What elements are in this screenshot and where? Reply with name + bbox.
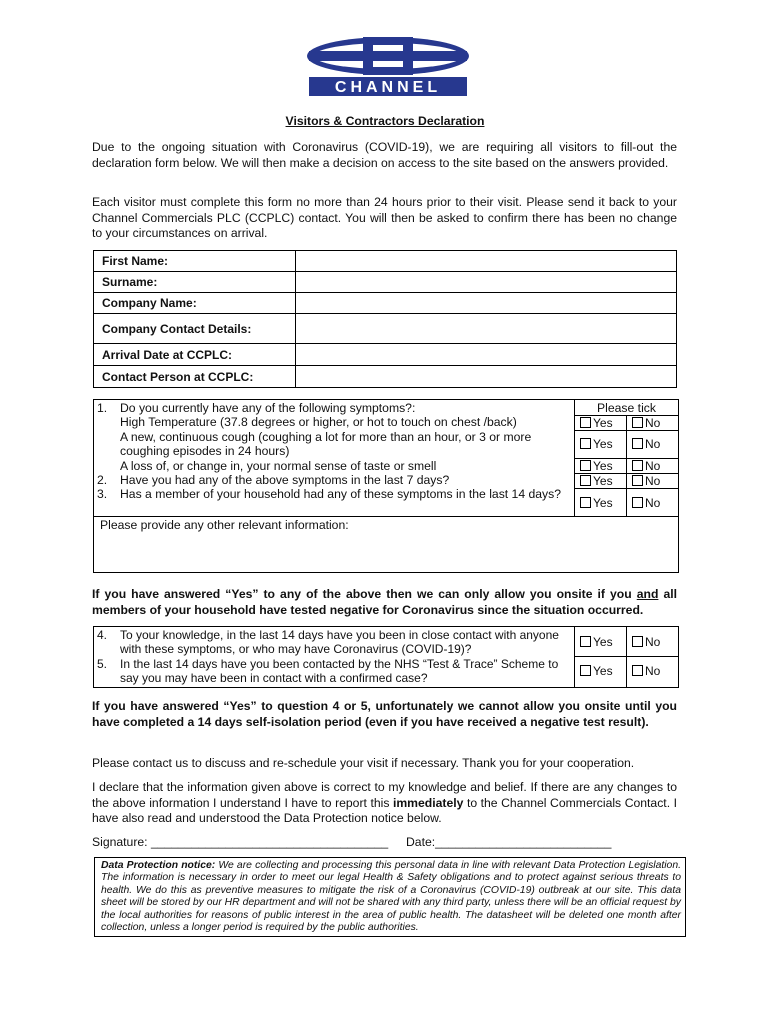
logo-text: CHANNEL (334, 79, 442, 96)
contact-person-label: Contact Person at CCPLC: (94, 366, 296, 388)
intro-paragraph-2: Each visitor must complete this form no more than 24 hours prior to their visit. Please send it back to your Channel Commercials PLC (CCPLC) contact. You will then be asked to confirm there has been no change to your circumstances on arrival. (92, 195, 677, 240)
q1c-no-checkbox[interactable]: No (632, 459, 660, 473)
q2-yes-checkbox[interactable]: Yes (580, 474, 613, 488)
signature-field[interactable]: Signature: ___________________________________ (92, 835, 389, 849)
page-title: Visitors & Contractors Declaration (285, 114, 485, 128)
contact-person-field[interactable] (296, 366, 677, 388)
q2-number: 2. (97, 473, 108, 488)
notice-title: Data Protection notice: (101, 860, 216, 871)
surname-label: Surname: (94, 272, 296, 293)
q5-number: 5. (97, 656, 108, 671)
q4-number: 4. (97, 628, 108, 642)
q1b-text: A new, continuous cough (coughing a lot for more than an hour, or 3 or more coughing episodes in 24 hours) (120, 429, 532, 459)
arrival-date-label: Arrival Date at CCPLC: (94, 344, 296, 366)
data-protection-notice (94, 857, 686, 937)
arrival-date-field[interactable] (296, 344, 677, 366)
company-name-field[interactable] (296, 293, 677, 314)
company-contact-field[interactable] (296, 314, 677, 344)
q5-no-checkbox[interactable]: No (632, 664, 660, 678)
q5-yes-checkbox[interactable]: Yes (580, 664, 613, 678)
contact-table (93, 626, 679, 688)
q1c-yes-checkbox[interactable]: Yes (580, 459, 613, 473)
date-field[interactable]: Date:__________________________ (406, 835, 612, 849)
surname-field[interactable] (296, 272, 677, 293)
q3-number: 3. (97, 487, 108, 502)
other-info-label: Please provide any other relevant information: (100, 518, 349, 532)
q1a-text: High Temperature (37.8 degrees or higher, or hot to touch on chest /back) (120, 415, 517, 430)
row-divider (94, 516, 678, 517)
first-name-field[interactable] (296, 251, 677, 272)
company-contact-label: Company Contact Details: (94, 314, 296, 344)
q1-number: 1. (97, 401, 108, 415)
channel-logo-graphic (305, 36, 471, 98)
q2-text: Have you had any of the above symptoms in the last 7 days? (120, 473, 450, 488)
please-tick-header: Please tick (597, 401, 656, 415)
q1a-yes-checkbox[interactable]: Yes (580, 416, 613, 430)
intro-paragraph-1: Due to the ongoing situation with Coronavirus (COVID-19), we are requiring all visitors to fill-out the declaration form below. We will then make a decision on access to the site based on the answers provided. (92, 140, 677, 170)
q4-text: To your knowledge, in the last 14 days have you been in close contact with anyone with these symptoms, or who may have Coronavirus (COVID-19)? (120, 628, 559, 657)
visitor-details-table (93, 250, 677, 388)
symptoms-table (93, 399, 679, 573)
q3-yes-checkbox[interactable]: Yes (580, 496, 613, 510)
q5-text: In the last 14 days have you been contacted by the NHS “Test & Trace” Scheme to say you may have been in contact with a confirmed case? (120, 656, 559, 686)
channel-logo (305, 36, 471, 98)
q3-no-checkbox[interactable]: No (632, 496, 660, 510)
q2-no-checkbox[interactable]: No (632, 474, 660, 488)
q4-yes-checkbox[interactable]: Yes (580, 635, 613, 649)
first-name-label: First Name: (94, 251, 296, 272)
q1c-text: A loss of, or change in, your normal sense of taste or smell (120, 458, 437, 473)
reschedule-text: Please contact us to discuss and re-schedule your visit if necessary. Thank you for your cooperation. (92, 756, 635, 770)
declaration-text: I declare that the information given above is correct to my knowledge and belief. If there are any changes to the above information I understand I have to report this immediately to the Channel Commercials Contact. I have also read and understood the Data Protection notice below. (92, 780, 678, 825)
q1b-yes-checkbox[interactable]: Yes (580, 437, 613, 451)
company-name-label: Company Name: (94, 293, 296, 314)
warning-household: If you have answered “Yes” to any of the above then we can only allow you onsite if you and all members of your household have tested negative for Coronavirus since the situation occurred. (92, 587, 677, 617)
q3-text: Has a member of your household had any of these symptoms in the last 14 days? (120, 487, 562, 502)
q1b-no-checkbox[interactable]: No (632, 437, 660, 451)
q4-no-checkbox[interactable]: No (632, 635, 660, 649)
notice-body: We are collecting and processing this personal data in line with relevant Data Protection Legislation. The information is necessary in order to meet our legal Health & Safety obligations and to protect against serious threats to health. We do this as preventive measures to mitigate the risk of a Coronavirus (COVID-19) outbreak at our site. This data sheet will be stored by our HR department and will not be shared with any third party, unless there will be an official request by the local authorities for reasons of public interest in the area of public health. The datasheet will be deleted one month after collection, unless a longer period is required by the public authorities. (101, 860, 681, 934)
q1a-no-checkbox[interactable]: No (632, 416, 660, 430)
q1-text: Do you currently have any of the following symptoms?: (120, 401, 416, 415)
warning-self-isolation: If you have answered “Yes” to question 4 or 5, unfortunately we cannot allow you onsite until you have completed a 14 days self-isolation period (even if you have received a negative test result). (92, 699, 677, 729)
